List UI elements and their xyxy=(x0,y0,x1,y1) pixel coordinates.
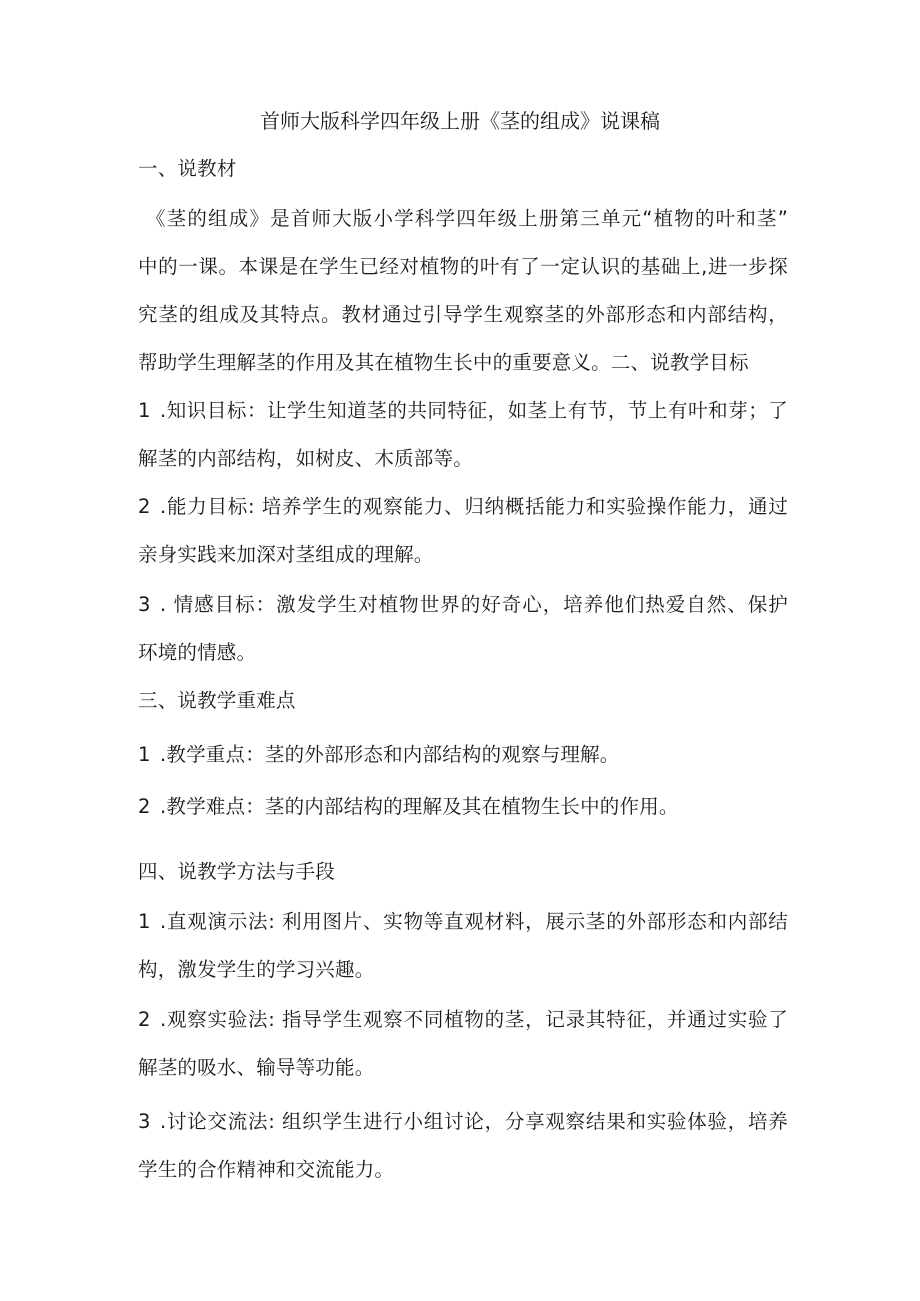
paragraph-line: 帮助学生理解茎的作用及其在植物生长中的重要意义。二、说教学目标 xyxy=(138,351,749,374)
list-number: 2 xyxy=(138,1008,151,1031)
list-item-demo-method xyxy=(138,910,788,934)
list-item-discussion-method xyxy=(138,1110,788,1134)
list-text: .直观演示法: 利用图片、实物等直观材料，展示茎的外部形态和内部结 xyxy=(160,910,788,933)
list-number: 1 xyxy=(138,910,151,933)
paragraph-line: 环境的情感。 xyxy=(138,641,257,664)
list-item-emotion-goal xyxy=(138,593,788,617)
list-item-experiment-method xyxy=(138,1008,788,1032)
section-heading-textbook: 一、说教材 xyxy=(138,157,237,180)
section-heading-methods: 四、说教学方法与手段 xyxy=(138,860,336,883)
paragraph-line: 亲身实践来加深对茎组成的理解。 xyxy=(138,543,434,566)
section-heading-key-points: 三、说教学重难点 xyxy=(138,689,296,712)
list-number: 3 xyxy=(138,1110,151,1133)
list-item-knowledge-goal xyxy=(138,399,788,423)
list-number: 1 xyxy=(138,743,151,766)
list-text: .讨论交流法: 组织学生进行小组讨论，分享观察结果和实验体验，培养 xyxy=(160,1110,788,1133)
list-text: . 情感目标：激发学生对植物世界的好奇心，培养他们热爱自然、保护 xyxy=(160,593,788,616)
paragraph-line: 构，激发学生的学习兴趣。 xyxy=(138,958,375,981)
list-text: .教学难点：茎的内部结构的理解及其在植物生长中的作用。 xyxy=(160,795,679,818)
list-item-ability-goal xyxy=(138,495,788,519)
paragraph-line: 中的一课。本课是在学生已经对植物的叶有了一定认识的基础上,进一步探 xyxy=(138,255,788,278)
paragraph-line: 解茎的吸水、输导等功能。 xyxy=(138,1056,375,1079)
paragraph-line: 学生的合作精神和交流能力。 xyxy=(138,1158,395,1181)
list-number: 2 xyxy=(138,795,151,818)
list-number: 3 xyxy=(138,593,151,616)
list-item-key-point xyxy=(138,743,788,767)
list-number: 2 xyxy=(138,495,151,518)
list-text: .教学重点：茎的外部形态和内部结构的观察与理解。 xyxy=(160,743,620,766)
document-title: 首师大版科学四年级上册《茎的组成》说课稿 xyxy=(260,109,660,133)
paragraph-line: 究茎的组成及其特点。教材通过引导学生观察茎的外部形态和内部结构， xyxy=(138,303,788,326)
paragraph-line: 《茎的组成》是首师大版小学科学四年级上册第三单元“植物的叶和茎” xyxy=(146,207,788,230)
paragraph-line: 解茎的内部结构，如树皮、木质部等。 xyxy=(138,447,473,470)
list-text: .知识目标：让学生知道茎的共同特征，如茎上有节，节上有叶和芽；了 xyxy=(160,399,788,422)
list-text: .观察实验法: 指导学生观察不同植物的茎，记录其特征，并通过实验了 xyxy=(160,1008,788,1031)
list-text: .能力目标: 培养学生的观察能力、归纳概括能力和实验操作能力，通过 xyxy=(160,495,788,518)
list-number: 1 xyxy=(138,399,151,422)
list-item-difficult-point xyxy=(138,795,788,819)
